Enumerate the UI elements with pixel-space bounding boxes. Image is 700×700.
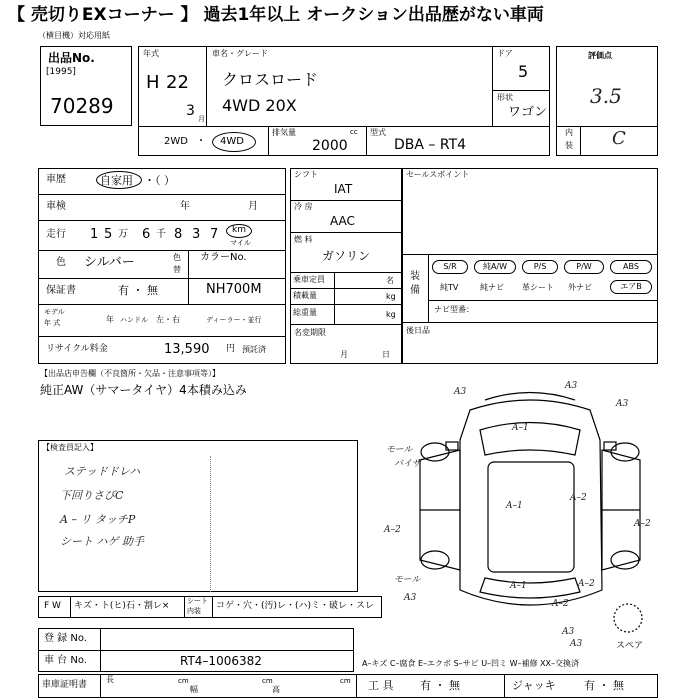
color-change-1: 色 — [173, 253, 181, 262]
history-label: 車歴 — [46, 174, 66, 185]
ac-label: 冷 房 — [294, 202, 313, 211]
score-label: 評価点 — [588, 51, 612, 60]
mileage-d2: 万 — [118, 229, 128, 240]
load-label: 積載量 — [293, 291, 317, 300]
model-grade: 4WD 20X — [222, 96, 297, 115]
cc-unit: cc — [350, 128, 358, 136]
recycle-value: 13,590 — [164, 342, 210, 357]
cert-cm-2: cm — [262, 677, 273, 685]
car-damage-diagram — [380, 380, 680, 660]
banner-title: 【 売切りEXコーナー 】 過去1年以上 オークション出品歴がない車両 — [0, 0, 700, 30]
inspector-line-1: ステッドドレハ — [64, 465, 141, 478]
warranty-value: 有 ・ 無 — [118, 284, 158, 297]
mileage-km: km — [232, 225, 246, 235]
mileage-d5: 8 — [174, 227, 183, 242]
history-value: 自家用 — [100, 174, 133, 187]
tools-label: 工 具 — [368, 679, 394, 692]
shift-label: シフト — [294, 170, 318, 179]
doors-value: 5 — [518, 62, 529, 81]
year-label: 年式 — [143, 49, 159, 58]
equip-seat: 革シート — [522, 283, 554, 292]
equip-abs: ABS — [610, 260, 652, 274]
mileage-d3: 6 — [142, 227, 151, 242]
cert-width: 幅 — [190, 685, 198, 694]
score-value: 3.5 — [590, 84, 622, 108]
mileage-d7: 7 — [210, 227, 219, 242]
color-value: シルバー — [84, 255, 135, 270]
interior-label-1: 内 — [565, 128, 573, 137]
mileage-d4: 千 — [156, 229, 166, 240]
equip-airbag: エアB — [610, 280, 652, 294]
fw-label: F W — [44, 601, 61, 611]
shape-value: ワゴン — [508, 105, 548, 120]
model-name: クロスロード — [222, 70, 319, 89]
recycle-label: リサイクル料金 — [46, 344, 108, 354]
inspector-label: 【検査員記入】 — [42, 443, 98, 452]
displacement-label: 排気量 — [272, 128, 296, 137]
drive-opt1: 2WD — [164, 136, 188, 147]
reg-change-month: 月 — [340, 350, 348, 359]
mark-a2-1: A–1 — [506, 501, 523, 511]
mark-a3-1: A3 — [454, 387, 467, 397]
history-rest: ・（ ） — [144, 174, 175, 187]
cert-cm-1: cm — [178, 677, 189, 685]
interior-label-2: 装 — [565, 141, 573, 150]
weight-unit: kg — [386, 310, 396, 319]
mark-mall-1: モール — [386, 445, 413, 455]
model-label: 車名・グレード — [212, 49, 268, 58]
mark-a3-6: A3 — [570, 639, 583, 649]
equip-ext-navi: 外ナビ — [568, 283, 592, 292]
ac-value: AAC — [330, 214, 355, 228]
cert-label: 車庫証明書 — [42, 680, 88, 690]
lot-label: 出品No. — [48, 51, 95, 65]
equipment-label-1: 装 — [410, 271, 420, 282]
chassis-label: 車 台 No. — [44, 655, 87, 666]
seller-notes-label: 【出品店申告欄（不良箇所・欠品・注意事項等）】 — [40, 369, 220, 378]
inspector-line-2: 下回りさびC — [60, 489, 124, 502]
equip-navi: 純ナビ — [480, 283, 504, 292]
dealer-label: ディーラー・並行 — [206, 316, 262, 324]
model-year-unit: 年 — [106, 315, 114, 324]
model-year-label-2: 年 式 — [44, 319, 61, 327]
color-change-2: 替 — [173, 265, 181, 274]
drive-sep: ・ — [196, 136, 206, 147]
fw-seat-1: シート — [187, 597, 208, 605]
equip-tv: 純TV — [440, 283, 459, 292]
tools-value: 有 ・ 無 — [420, 679, 460, 692]
inspector-line-3: A – リ タッチP — [60, 513, 136, 526]
mark-a1-1: A–1 — [512, 423, 529, 433]
type-label: 型式 — [370, 128, 386, 137]
inspection-label: 車検 — [46, 201, 66, 212]
cert-height: 高 — [272, 685, 280, 694]
handle-value: 左・右 — [156, 315, 180, 324]
mileage-label: 走行 — [46, 229, 66, 240]
drive-opt2: 4WD — [220, 136, 244, 147]
mark-a1-2: A–2 — [634, 519, 651, 529]
chassis-value: RT4–1006382 — [180, 654, 262, 668]
fuel-label: 燃 料 — [294, 235, 313, 244]
mileage-mile: マイル — [230, 239, 251, 247]
equip-aw: 純A/W — [474, 260, 516, 274]
handle-label: ハンドル — [120, 316, 148, 324]
mark-a2-5: A–2 — [552, 599, 569, 609]
mark-a2-4: A–2 — [578, 579, 595, 589]
inspection-year-unit: 年 — [180, 201, 190, 212]
navi-model-label: ナビ型番： — [434, 305, 474, 314]
mark-a1-3: A–1 — [510, 581, 527, 591]
year-value: 22 — [166, 72, 189, 93]
info-grid — [38, 168, 286, 364]
reg-change-label: 名変期限 — [294, 328, 326, 337]
year-era: H — [146, 72, 160, 93]
mark-a3-2: A3 — [565, 381, 578, 391]
month-value: 3 — [186, 103, 195, 119]
cert-cm-3: cm — [340, 677, 351, 685]
jack-label: ジャッキ — [512, 679, 556, 692]
mark-mall-2: モール — [394, 575, 421, 585]
load-unit: kg — [386, 292, 396, 301]
shape-label: 形状 — [497, 93, 513, 102]
lot-code: [1995] — [46, 67, 76, 77]
inspector-line-4: シート ハゲ 助手 — [60, 535, 144, 548]
mark-visor: バイザ — [394, 459, 422, 469]
registration-label: 登 録 No. — [44, 633, 87, 644]
lot-number: 70289 — [50, 94, 114, 118]
mileage-u1: 5 — [104, 227, 113, 242]
mark-a2-2: A–2 — [570, 493, 587, 503]
model-year-label-1: モデル — [44, 308, 65, 316]
warranty-label: 保証書 — [46, 285, 76, 296]
later-label: 後日品 — [406, 326, 430, 335]
mileage-d6: 3 — [192, 227, 201, 242]
mark-a2-3: A–2 — [384, 525, 401, 535]
mark-a3-5: A3 — [562, 627, 575, 637]
mileage-d1: 1 — [90, 227, 99, 242]
sales-point-label: セールスポイント — [406, 170, 470, 179]
equipment-label-2: 備 — [410, 285, 420, 296]
inspection-month-unit: 月 — [248, 201, 258, 212]
mark-a3-3: A3 — [616, 399, 629, 409]
doors-label: ドア — [497, 49, 513, 58]
fw-seat-2: 内装 — [187, 607, 201, 615]
capacity-label: 乗車定員 — [293, 275, 325, 284]
mark-a3-4: A3 — [404, 593, 417, 603]
equip-ps: P/S — [522, 260, 558, 274]
interior-value: C — [612, 128, 626, 149]
shift-value: IAT — [334, 182, 353, 196]
reg-change-day: 日 — [382, 350, 390, 359]
fw-items: キズ・ト(ヒ)石・割レ× — [74, 601, 170, 611]
displacement-value: 2000 — [312, 138, 348, 154]
equip-sr: S/R — [432, 260, 468, 274]
jack-value: 有 ・ 無 — [584, 679, 624, 692]
equip-pw: P/W — [564, 260, 604, 274]
spare-label: スペア — [616, 641, 644, 651]
damage-legend: A–キズ C–腐食 E–エクボ S–サビ U–凹ミ W–補修 XX–交換済 — [362, 659, 580, 668]
color-code-value: NH700M — [206, 282, 262, 297]
month-unit: 月 — [198, 115, 205, 123]
fuel-value: ガソリン — [322, 249, 371, 263]
recycle-unit: 円 — [226, 344, 236, 354]
weight-label: 総重量 — [293, 308, 317, 317]
seller-notes-value: 純正AW（サマータイヤ）4本積み込み — [40, 383, 247, 397]
type-value: DBA – RT4 — [394, 137, 467, 153]
header-note: （横目機）対応用紙 — [38, 31, 110, 40]
capacity-unit: 名 — [386, 276, 394, 285]
fw-seat-items: コゲ・穴・(汚)レ・(ハ)ミ・破レ・スレ — [216, 601, 375, 611]
cert-length: 長 — [106, 675, 114, 684]
recycle-note: 預託済 — [242, 345, 266, 354]
color-code-label: カラーNo. — [200, 252, 247, 263]
color-label: 色 — [56, 257, 66, 268]
